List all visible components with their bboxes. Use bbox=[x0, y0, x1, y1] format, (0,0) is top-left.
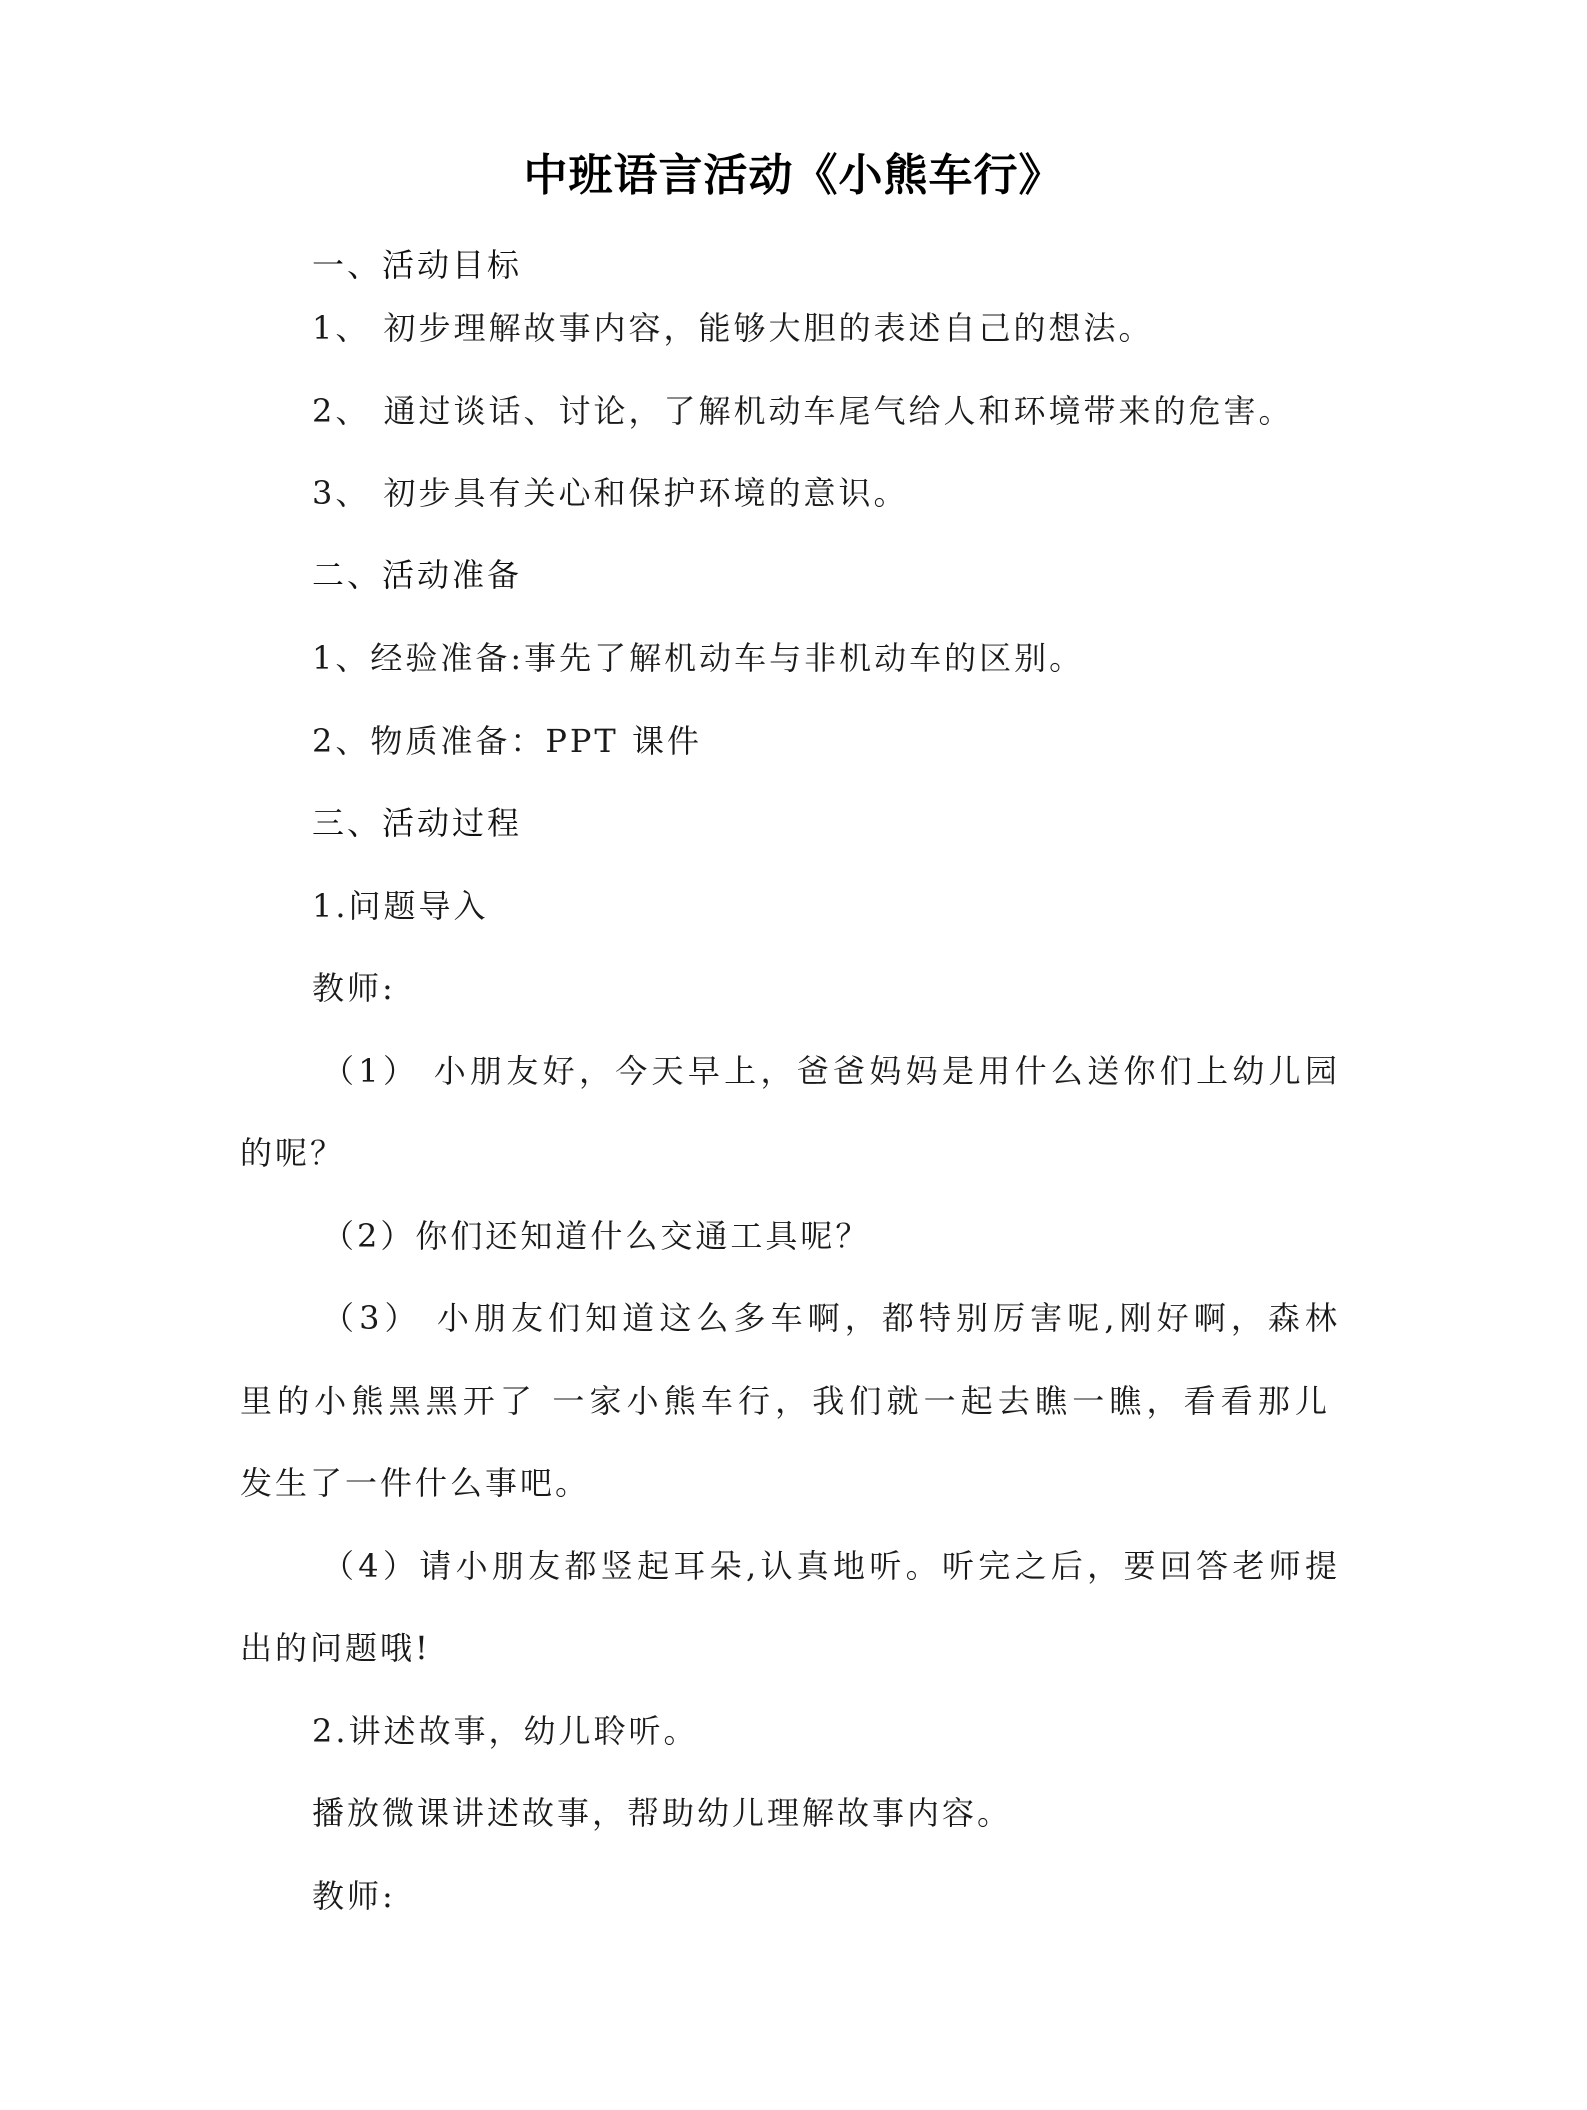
step-2-description: 播放微课讲述故事，帮助幼儿理解故事内容。 bbox=[312, 1794, 1013, 1832]
question-2-line-1: （2）你们还知道什么交通工具呢？ bbox=[322, 1217, 871, 1255]
goal-item-2: 2、 通过谈话、讨论，了解机动车尾气给人和环境带来的危害。 bbox=[312, 392, 1294, 430]
question-3-line-1: （3） 小朋友们知道这么多车啊，都特别厉害呢,刚好啊，森林 bbox=[322, 1299, 1340, 1337]
question-3-line-2: 里的小熊黑黑开了 一家小熊车行，我们就一起去瞧一瞧，看看那儿 bbox=[240, 1382, 1330, 1420]
section-heading-process: 三、活动过程 bbox=[312, 804, 523, 842]
preparation-item-1: 1、经验准备:事先了解机动车与非机动车的区别。 bbox=[312, 639, 1085, 677]
question-3-line-3: 发生了一件什么事吧。 bbox=[240, 1464, 591, 1502]
goal-item-1: 1、 初步理解故事内容，能够大胆的表述自己的想法。 bbox=[312, 309, 1154, 347]
question-1-line-2: 的呢？ bbox=[240, 1134, 346, 1172]
step-1-label: 1.问题导入 bbox=[312, 887, 489, 925]
goal-item-3: 3、 初步具有关心和保护环境的意识。 bbox=[312, 474, 909, 512]
section-heading-preparation: 二、活动准备 bbox=[312, 556, 523, 594]
step-1-speaker: 教师: bbox=[312, 969, 396, 1007]
question-4-line-2: 出的问题哦! bbox=[240, 1629, 431, 1667]
question-1-line-1: （1） 小朋友好，今天早上，爸爸妈妈是用什么送你们上幼儿园 bbox=[322, 1052, 1340, 1090]
document-title: 中班语言活动《小熊车行》 bbox=[523, 150, 1064, 201]
step-2-label: 2.讲述故事，幼儿聆听。 bbox=[312, 1712, 699, 1750]
step-2-speaker: 教师: bbox=[312, 1877, 396, 1915]
section-heading-goals: 一、活动目标 bbox=[312, 246, 523, 284]
preparation-item-2: 2、物质准备：PPT 课件 bbox=[312, 722, 702, 760]
question-4-line-1: （4）请小朋友都竖起耳朵,认真地听。听完之后，要回答老师提 bbox=[322, 1547, 1340, 1585]
